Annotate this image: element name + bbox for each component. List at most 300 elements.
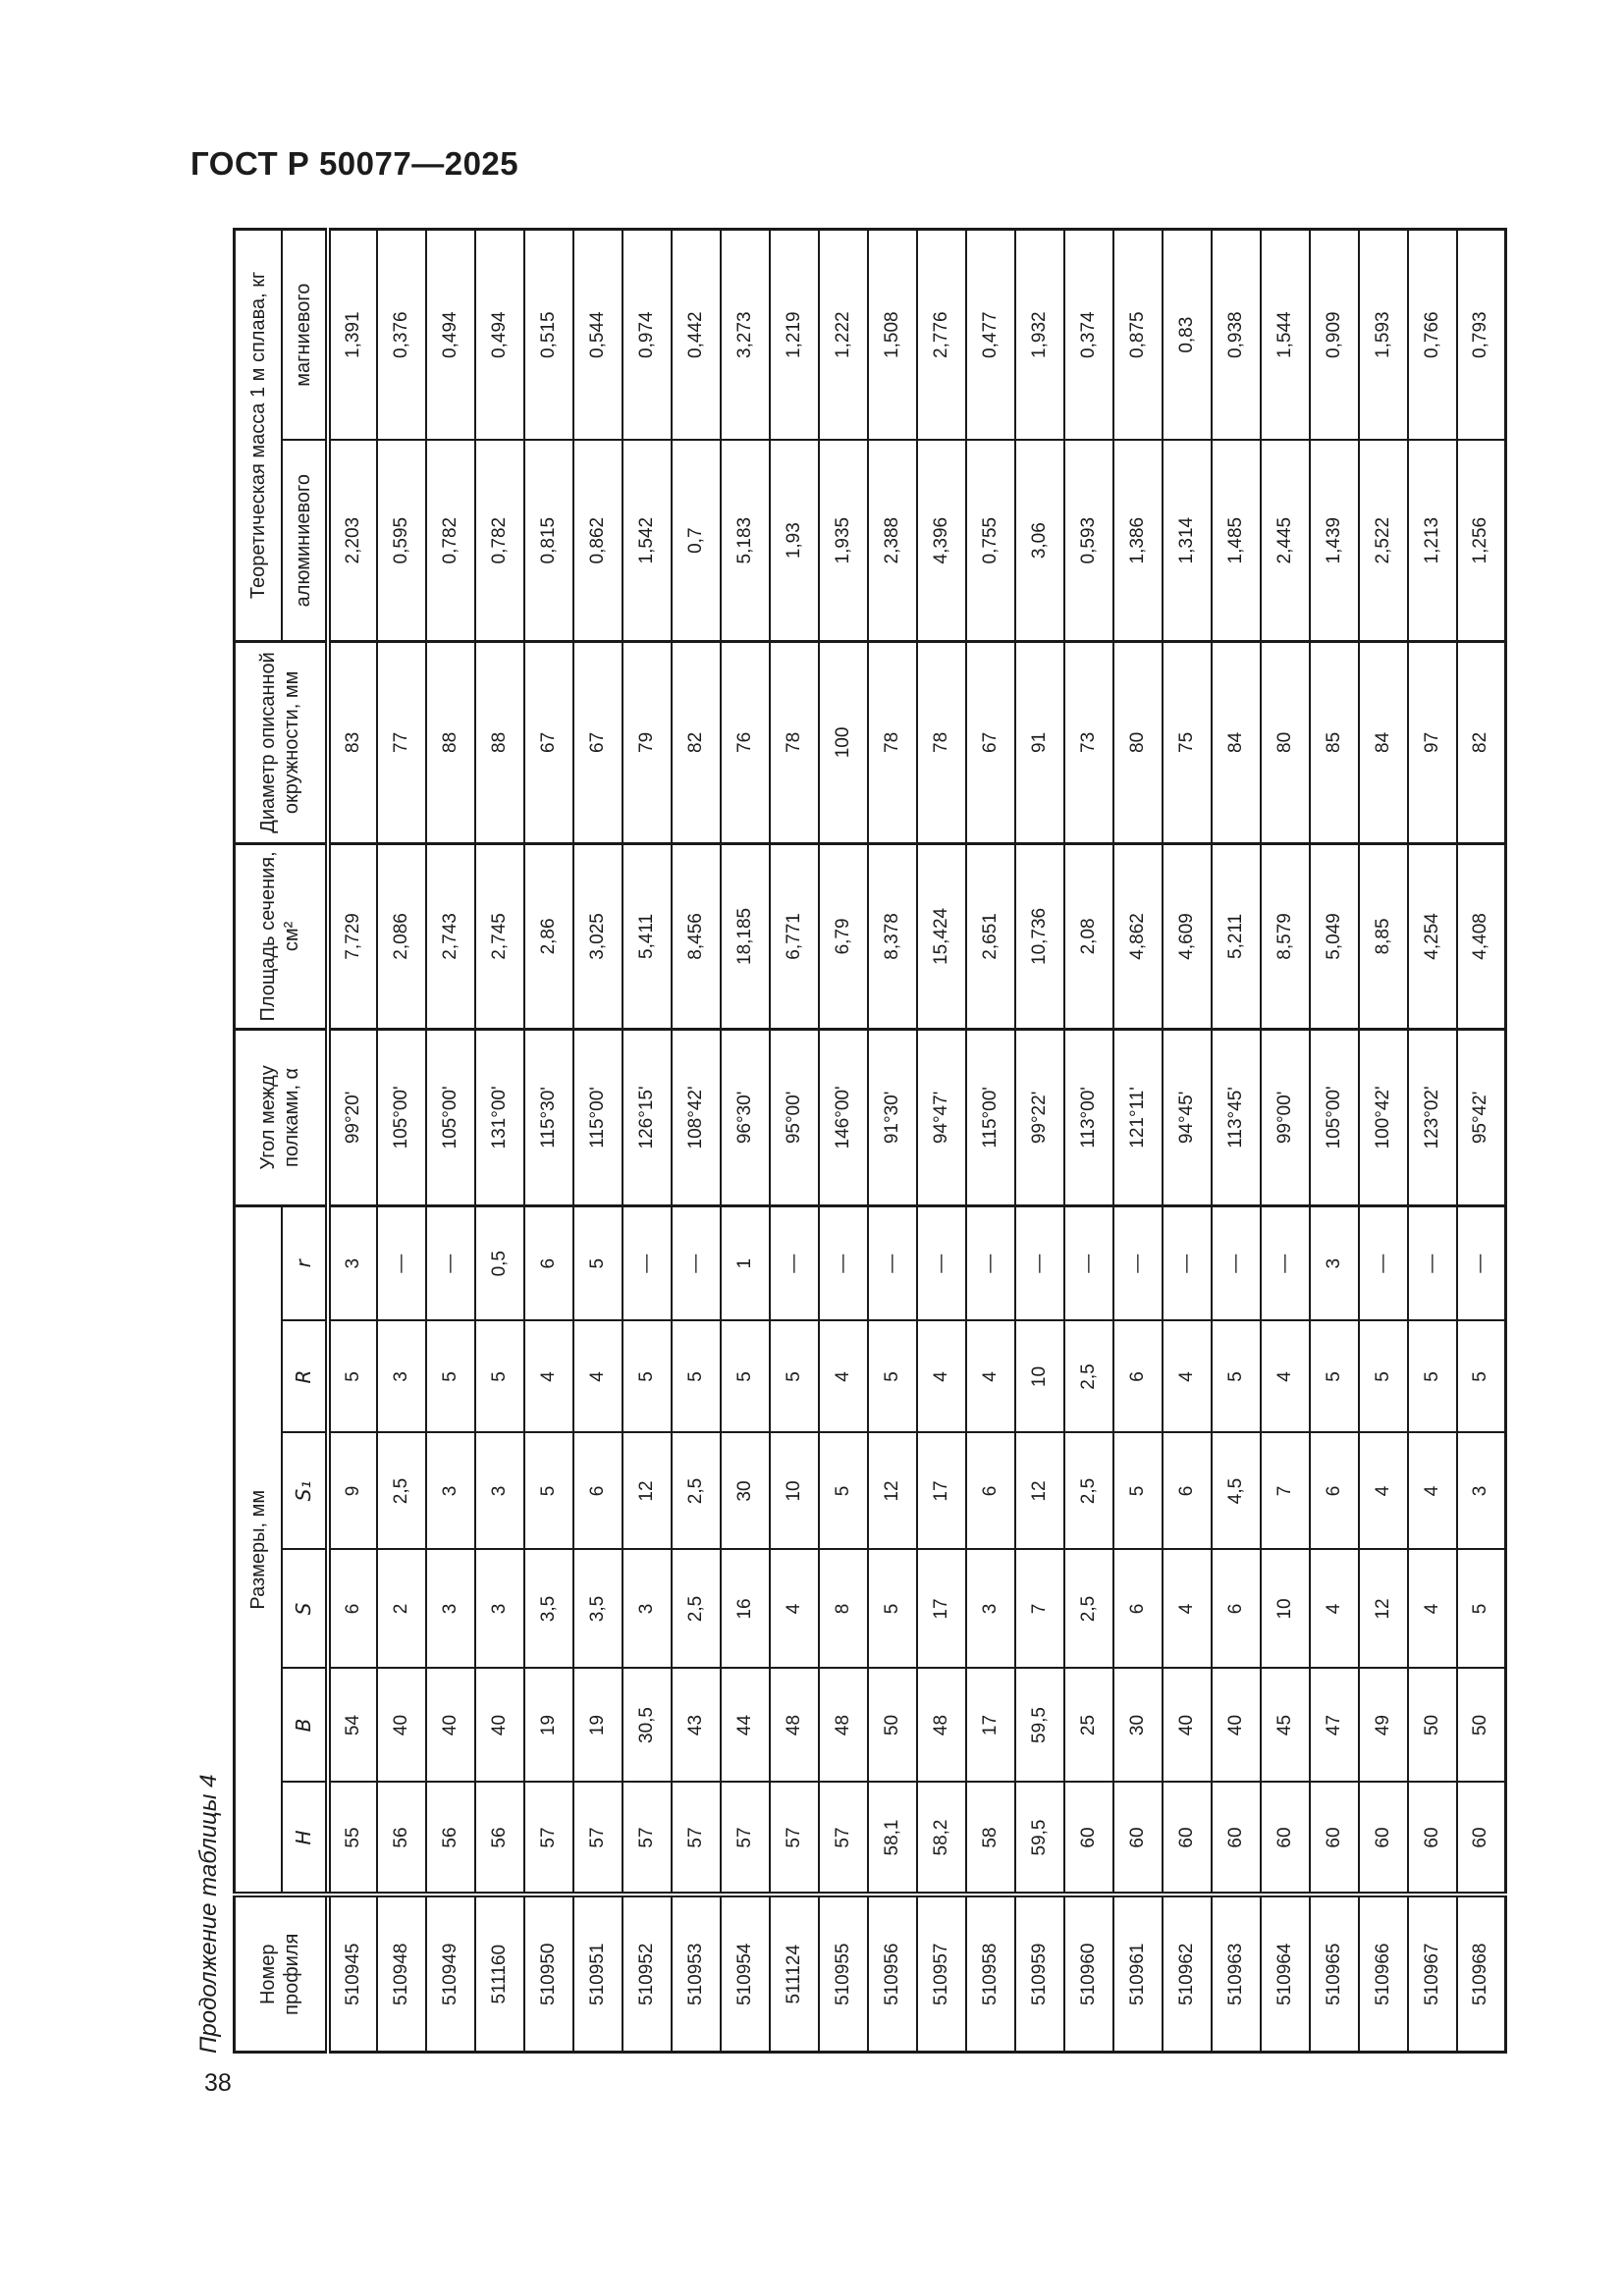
table-cell: 0,766 bbox=[1408, 229, 1457, 440]
table-cell: 2,776 bbox=[917, 229, 966, 440]
table-cell: 510963 bbox=[1212, 1896, 1261, 2053]
table-cell: 58,1 bbox=[868, 1783, 917, 1896]
profiles-table bbox=[233, 228, 1507, 2054]
table-cell: 95°00' bbox=[770, 1029, 819, 1205]
table-cell: 121°11' bbox=[1113, 1029, 1163, 1205]
table-cell: 4 bbox=[573, 1321, 623, 1433]
table-cell: 48 bbox=[917, 1669, 966, 1783]
profile-row bbox=[721, 229, 770, 2052]
profile-row bbox=[573, 229, 623, 2052]
profile-row bbox=[623, 229, 672, 2052]
table-cell: 6 bbox=[328, 1550, 377, 1669]
table-cell: 8 bbox=[819, 1550, 868, 1669]
table-cell: — bbox=[1015, 1205, 1064, 1320]
table-cell: 7 bbox=[1261, 1433, 1310, 1550]
table-cell: — bbox=[377, 1205, 426, 1320]
table-cell: 50 bbox=[1457, 1669, 1506, 1783]
table-cell: 5 bbox=[1212, 1321, 1261, 1433]
table-cell: — bbox=[917, 1205, 966, 1320]
table-cell: 40 bbox=[377, 1669, 426, 1783]
header-mass-group: Теоретическая масса 1 м сплава, кг bbox=[235, 229, 282, 641]
table-cell: 2,08 bbox=[1064, 843, 1113, 1029]
table-cell: 1,314 bbox=[1163, 440, 1212, 641]
table-cell: 5 bbox=[770, 1321, 819, 1433]
table-cell: — bbox=[1359, 1205, 1408, 1320]
table-cell: 6 bbox=[1310, 1433, 1359, 1550]
table-cell: 54 bbox=[328, 1669, 377, 1783]
table-cell: 510962 bbox=[1163, 1896, 1212, 2053]
table-cell: 94°47' bbox=[917, 1029, 966, 1205]
table-cell: 2,086 bbox=[377, 843, 426, 1029]
table-cell: 5 bbox=[868, 1550, 917, 1669]
table-cell: 510964 bbox=[1261, 1896, 1310, 2053]
table-cell: 511160 bbox=[475, 1896, 524, 2053]
table-cell: 511124 bbox=[770, 1896, 819, 2053]
profile-row bbox=[1113, 229, 1163, 2052]
table-caption: Продолжение таблицы 4 bbox=[195, 1774, 222, 2054]
table-cell: 57 bbox=[573, 1783, 623, 1896]
table-cell: 3,06 bbox=[1015, 440, 1064, 641]
table-cell: 5 bbox=[573, 1205, 623, 1320]
table-cell: 48 bbox=[819, 1669, 868, 1783]
table-cell: 0,875 bbox=[1113, 229, 1163, 440]
table-cell: 1,439 bbox=[1310, 440, 1359, 641]
table-cell: 4,862 bbox=[1113, 843, 1163, 1029]
table-cell: 17 bbox=[966, 1669, 1015, 1783]
table-cell: 510951 bbox=[573, 1896, 623, 2053]
table-cell: 8,579 bbox=[1261, 843, 1310, 1029]
profile-row bbox=[917, 229, 966, 2052]
table-cell: — bbox=[1163, 1205, 1212, 1320]
table-cell: 12 bbox=[1359, 1550, 1408, 1669]
table-cell: 59,5 bbox=[1015, 1669, 1064, 1783]
table-cell: 4 bbox=[1163, 1550, 1212, 1669]
table-cell: 0,862 bbox=[573, 440, 623, 641]
table-cell: 6 bbox=[966, 1433, 1015, 1550]
table-cell: 0,974 bbox=[623, 229, 672, 440]
table-cell: — bbox=[1113, 1205, 1163, 1320]
profile-row bbox=[377, 229, 426, 2052]
table-cell: 4 bbox=[966, 1321, 1015, 1433]
table-cell: 2,445 bbox=[1261, 440, 1310, 641]
table-cell: 6 bbox=[1163, 1433, 1212, 1550]
table-cell: 126°15' bbox=[623, 1029, 672, 1205]
table-cell: 67 bbox=[573, 641, 623, 843]
table-cell: 95°42' bbox=[1457, 1029, 1506, 1205]
table-cell: 67 bbox=[966, 641, 1015, 843]
profile-row bbox=[672, 229, 721, 2052]
table-cell: 3 bbox=[966, 1550, 1015, 1669]
table-cell: — bbox=[770, 1205, 819, 1320]
table-cell: 91 bbox=[1015, 641, 1064, 843]
table-cell: 10 bbox=[770, 1433, 819, 1550]
table-cell: 9 bbox=[328, 1433, 377, 1550]
table-cell: 1,542 bbox=[623, 440, 672, 641]
table-cell: 3 bbox=[426, 1550, 475, 1669]
table-cell: 17 bbox=[917, 1550, 966, 1669]
table-cell: 510945 bbox=[328, 1896, 377, 2053]
table-cell: 19 bbox=[524, 1669, 573, 1783]
table-cell: 3,5 bbox=[573, 1550, 623, 1669]
table-cell: 0,938 bbox=[1212, 229, 1261, 440]
table-cell: 0,793 bbox=[1457, 229, 1506, 440]
table-cell: 510956 bbox=[868, 1896, 917, 2053]
table-cell: 58 bbox=[966, 1783, 1015, 1896]
table-cell: 88 bbox=[475, 641, 524, 843]
table-cell: 12 bbox=[868, 1433, 917, 1550]
table-cell: 67 bbox=[524, 641, 573, 843]
profile-row bbox=[1261, 229, 1310, 2052]
table-cell: 57 bbox=[524, 1783, 573, 1896]
table-cell: 40 bbox=[1163, 1669, 1212, 1783]
table-cell: 5 bbox=[721, 1321, 770, 1433]
profile-row bbox=[426, 229, 475, 2052]
table-cell: 3 bbox=[328, 1205, 377, 1320]
table-cell: — bbox=[426, 1205, 475, 1320]
table-cell: 510950 bbox=[524, 1896, 573, 2053]
table-cell: 115°30' bbox=[524, 1029, 573, 1205]
table-cell: 40 bbox=[426, 1669, 475, 1783]
table-cell: 49 bbox=[1359, 1669, 1408, 1783]
table-cell: 4 bbox=[770, 1550, 819, 1669]
standard-code-title: ГОСТ Р 50077—2025 bbox=[190, 145, 519, 182]
table-cell: — bbox=[1212, 1205, 1261, 1320]
table-cell: 60 bbox=[1408, 1783, 1457, 1896]
table-cell: 94°45' bbox=[1163, 1029, 1212, 1205]
table-cell: 0,544 bbox=[573, 229, 623, 440]
table-cell: 16 bbox=[721, 1550, 770, 1669]
table-cell: 5 bbox=[672, 1321, 721, 1433]
table-cell: 510959 bbox=[1015, 1896, 1064, 2053]
table-cell: 2,388 bbox=[868, 440, 917, 641]
table-body bbox=[328, 229, 1506, 2052]
header-dim-r: r bbox=[282, 1205, 328, 1320]
table-cell: 60 bbox=[1212, 1783, 1261, 1896]
table-cell: 6 bbox=[1113, 1550, 1163, 1669]
table-cell: 80 bbox=[1261, 641, 1310, 843]
table-cell: 77 bbox=[377, 641, 426, 843]
page-number: 38 bbox=[204, 2069, 232, 2097]
table-cell: 0,374 bbox=[1064, 229, 1113, 440]
table-cell: 10,736 bbox=[1015, 843, 1064, 1029]
table-cell: 99°00' bbox=[1261, 1029, 1310, 1205]
table-cell: 80 bbox=[1113, 641, 1163, 843]
table-cell: 510961 bbox=[1113, 1896, 1163, 2053]
table-cell: 6,79 bbox=[819, 843, 868, 1029]
table-cell: 78 bbox=[868, 641, 917, 843]
table-cell: 1,935 bbox=[819, 440, 868, 641]
header-row-main bbox=[235, 229, 282, 2052]
table-cell: 100°42' bbox=[1359, 1029, 1408, 1205]
table-cell: 4 bbox=[1310, 1550, 1359, 1669]
table-cell: 113°00' bbox=[1064, 1029, 1113, 1205]
table-cell: 108°42' bbox=[672, 1029, 721, 1205]
table-cell: 1,932 bbox=[1015, 229, 1064, 440]
table-cell: 510949 bbox=[426, 1896, 475, 2053]
profile-row bbox=[328, 229, 377, 2052]
table-cell: 3 bbox=[426, 1433, 475, 1550]
profile-row bbox=[1212, 229, 1261, 2052]
header-dim-R: R bbox=[282, 1321, 328, 1433]
table-cell: 57 bbox=[721, 1783, 770, 1896]
table-cell: 1 bbox=[721, 1205, 770, 1320]
table-cell: 76 bbox=[721, 641, 770, 843]
table-cell: — bbox=[1457, 1205, 1506, 1320]
table-cell: 58,2 bbox=[917, 1783, 966, 1896]
table-cell: 0,376 bbox=[377, 229, 426, 440]
table-cell: 6 bbox=[573, 1433, 623, 1550]
table-cell: 0,494 bbox=[426, 229, 475, 440]
table-cell: 12 bbox=[623, 1433, 672, 1550]
table-cell: 5 bbox=[1457, 1550, 1506, 1669]
table-cell: 5 bbox=[1457, 1321, 1506, 1433]
header-area: Площадь сечения, см² bbox=[235, 843, 328, 1029]
table-cell: 510954 bbox=[721, 1896, 770, 2053]
table-cell: 105°00' bbox=[377, 1029, 426, 1205]
table-cell: 12 bbox=[1015, 1433, 1064, 1550]
profile-row bbox=[966, 229, 1015, 2052]
table-cell: 5 bbox=[1408, 1321, 1457, 1433]
table-cell: 50 bbox=[1408, 1669, 1457, 1783]
table-cell: 2,5 bbox=[1064, 1321, 1113, 1433]
header-dim-B: B bbox=[282, 1669, 328, 1783]
table-cell: 8,456 bbox=[672, 843, 721, 1029]
table-cell: 100 bbox=[819, 641, 868, 843]
table-cell: 60 bbox=[1457, 1783, 1506, 1896]
table-cell: 60 bbox=[1163, 1783, 1212, 1896]
table-cell: 146°00' bbox=[819, 1029, 868, 1205]
table-cell: 6,771 bbox=[770, 843, 819, 1029]
table-cell: 78 bbox=[917, 641, 966, 843]
table-cell: 5,183 bbox=[721, 440, 770, 641]
table-cell: — bbox=[623, 1205, 672, 1320]
table-cell: 5,211 bbox=[1212, 843, 1261, 1029]
table-cell: 1,391 bbox=[328, 229, 377, 440]
table-cell: 5,049 bbox=[1310, 843, 1359, 1029]
table-cell: 56 bbox=[475, 1783, 524, 1896]
table-cell: 60 bbox=[1359, 1783, 1408, 1896]
table-cell: 0,782 bbox=[426, 440, 475, 641]
table-cell: 7 bbox=[1015, 1550, 1064, 1669]
table-cell: 2,5 bbox=[672, 1550, 721, 1669]
table-cell: 3,025 bbox=[573, 843, 623, 1029]
table-cell: 1,485 bbox=[1212, 440, 1261, 641]
table-cell: 3,5 bbox=[524, 1550, 573, 1669]
table-cell: 73 bbox=[1064, 641, 1113, 843]
table-cell: 8,85 bbox=[1359, 843, 1408, 1029]
table-cell: 30 bbox=[1113, 1669, 1163, 1783]
table-cell: 0,7 bbox=[672, 440, 721, 641]
table-cell: 510966 bbox=[1359, 1896, 1408, 2053]
table-cell: 4 bbox=[1163, 1321, 1212, 1433]
header-angle: Угол между полками, α bbox=[235, 1029, 328, 1205]
table-cell: 43 bbox=[672, 1669, 721, 1783]
table-cell: 7,729 bbox=[328, 843, 377, 1029]
table-cell: 3 bbox=[377, 1321, 426, 1433]
table-cell: 5 bbox=[475, 1321, 524, 1433]
table-cell: 57 bbox=[672, 1783, 721, 1896]
table-cell: 4 bbox=[1408, 1550, 1457, 1669]
table-cell: 3 bbox=[475, 1550, 524, 1669]
table-cell: 85 bbox=[1310, 641, 1359, 843]
table-cell: 1,508 bbox=[868, 229, 917, 440]
table-cell: — bbox=[868, 1205, 917, 1320]
table-cell: — bbox=[1408, 1205, 1457, 1320]
table-cell: 0,909 bbox=[1310, 229, 1359, 440]
table-cell: 17 bbox=[917, 1433, 966, 1550]
table-cell: 510968 bbox=[1457, 1896, 1506, 2053]
table-cell: 30,5 bbox=[623, 1669, 672, 1783]
table-cell: 91°30' bbox=[868, 1029, 917, 1205]
table-cell: 15,424 bbox=[917, 843, 966, 1029]
table-cell: 1,386 bbox=[1113, 440, 1163, 641]
header-dim-S1: S₁ bbox=[282, 1433, 328, 1550]
table-cell: 3,273 bbox=[721, 229, 770, 440]
table-cell: 105°00' bbox=[1310, 1029, 1359, 1205]
table-cell: 99°20' bbox=[328, 1029, 377, 1205]
table-cell: 5 bbox=[819, 1433, 868, 1550]
table-cell: 82 bbox=[672, 641, 721, 843]
table-cell: 2,5 bbox=[1064, 1550, 1113, 1669]
table-cell: 6 bbox=[1212, 1550, 1261, 1669]
table-cell: 84 bbox=[1359, 641, 1408, 843]
table-cell: 99°22' bbox=[1015, 1029, 1064, 1205]
table-cell: 56 bbox=[377, 1783, 426, 1896]
table-cell: 0,83 bbox=[1163, 229, 1212, 440]
table-cell: 47 bbox=[1310, 1669, 1359, 1783]
table-cell: 0,5 bbox=[475, 1205, 524, 1320]
table-cell: 105°00' bbox=[426, 1029, 475, 1205]
table-cell: 510955 bbox=[819, 1896, 868, 2053]
table-cell: 0,442 bbox=[672, 229, 721, 440]
table-cell: 45 bbox=[1261, 1669, 1310, 1783]
table-cell: 79 bbox=[623, 641, 672, 843]
table-cell: 19 bbox=[573, 1669, 623, 1783]
table-cell: 2,203 bbox=[328, 440, 377, 641]
table-cell: 60 bbox=[1064, 1783, 1113, 1896]
table-cell: 2,745 bbox=[475, 843, 524, 1029]
table-cell: 1,219 bbox=[770, 229, 819, 440]
table-cell: 60 bbox=[1113, 1783, 1163, 1896]
table-cell: 55 bbox=[328, 1783, 377, 1896]
table-cell: 25 bbox=[1064, 1669, 1113, 1783]
table-cell: 3 bbox=[1310, 1205, 1359, 1320]
table-cell: 30 bbox=[721, 1433, 770, 1550]
profile-row bbox=[475, 229, 524, 2052]
table-cell: 2,5 bbox=[377, 1433, 426, 1550]
profile-row bbox=[819, 229, 868, 2052]
table-cell: 60 bbox=[1261, 1783, 1310, 1896]
table-cell: 4,408 bbox=[1457, 843, 1506, 1029]
table-cell: 1,256 bbox=[1457, 440, 1506, 641]
table-cell: 50 bbox=[868, 1669, 917, 1783]
table-cell: 82 bbox=[1457, 641, 1506, 843]
table-cell: 115°00' bbox=[573, 1029, 623, 1205]
table-cell: 5,411 bbox=[623, 843, 672, 1029]
table-cell: 1,93 bbox=[770, 440, 819, 641]
table-cell: 5 bbox=[1113, 1433, 1163, 1550]
header-diameter: Диаметр описанной окружности, мм bbox=[235, 641, 328, 843]
table-cell: 0,755 bbox=[966, 440, 1015, 641]
table-cell: 10 bbox=[1261, 1550, 1310, 1669]
table-cell: 8,378 bbox=[868, 843, 917, 1029]
table-cell: 5 bbox=[1359, 1321, 1408, 1433]
table-cell: 5 bbox=[328, 1321, 377, 1433]
table-cell: 5 bbox=[868, 1321, 917, 1433]
table-cell: 123°02' bbox=[1408, 1029, 1457, 1205]
table-cell: 2 bbox=[377, 1550, 426, 1669]
table-cell: 4 bbox=[1261, 1321, 1310, 1433]
table-cell: 4 bbox=[819, 1321, 868, 1433]
table-cell: 6 bbox=[1113, 1321, 1163, 1433]
table-cell: 510967 bbox=[1408, 1896, 1457, 2053]
table-cell: 510948 bbox=[377, 1896, 426, 2053]
table-cell: — bbox=[1064, 1205, 1113, 1320]
table-cell: 40 bbox=[1212, 1669, 1261, 1783]
table-cell: 57 bbox=[819, 1783, 868, 1896]
table-cell: 0,815 bbox=[524, 440, 573, 641]
table-cell: 0,477 bbox=[966, 229, 1015, 440]
table-cell: 3 bbox=[623, 1550, 672, 1669]
table-cell: 48 bbox=[770, 1669, 819, 1783]
table-cell: 84 bbox=[1212, 641, 1261, 843]
profile-row bbox=[524, 229, 573, 2052]
header-mass-magnesium: магниевого bbox=[282, 229, 328, 440]
table-cell: 59,5 bbox=[1015, 1783, 1064, 1896]
table-cell: 1,544 bbox=[1261, 229, 1310, 440]
table-cell: 78 bbox=[770, 641, 819, 843]
table-cell: 131°00' bbox=[475, 1029, 524, 1205]
table-cell: 4,609 bbox=[1163, 843, 1212, 1029]
table-cell: 3 bbox=[1457, 1433, 1506, 1550]
table-cell: 5 bbox=[426, 1321, 475, 1433]
table-cell: 2,5 bbox=[1064, 1433, 1113, 1550]
table-cell: 0,782 bbox=[475, 440, 524, 641]
table-cell: 1,593 bbox=[1359, 229, 1408, 440]
table-cell: 44 bbox=[721, 1669, 770, 1783]
table-cell: 2,743 bbox=[426, 843, 475, 1029]
table-cell: 4,5 bbox=[1212, 1433, 1261, 1550]
table-cell: 0,595 bbox=[377, 440, 426, 641]
table-cell: 5 bbox=[524, 1433, 573, 1550]
profile-row bbox=[1015, 229, 1064, 2052]
table-cell: 2,651 bbox=[966, 843, 1015, 1029]
table-cell: 2,5 bbox=[672, 1433, 721, 1550]
table-cell: 97 bbox=[1408, 641, 1457, 843]
table-cell: 57 bbox=[623, 1783, 672, 1896]
table-cell: 4,254 bbox=[1408, 843, 1457, 1029]
profile-row bbox=[1457, 229, 1506, 2052]
table-cell: 40 bbox=[475, 1669, 524, 1783]
table-cell: 4 bbox=[1359, 1433, 1408, 1550]
table-cell: 510953 bbox=[672, 1896, 721, 2053]
table-cell: 113°45' bbox=[1212, 1029, 1261, 1205]
table-cell: — bbox=[672, 1205, 721, 1320]
table-cell: 510960 bbox=[1064, 1896, 1113, 2053]
table-cell: 510952 bbox=[623, 1896, 672, 2053]
table-cell: 3 bbox=[475, 1433, 524, 1550]
table-cell: 18,185 bbox=[721, 843, 770, 1029]
rotated-table-container bbox=[233, 228, 1507, 2054]
table-cell: 1,222 bbox=[819, 229, 868, 440]
profile-row bbox=[770, 229, 819, 2052]
header-mass-aluminium: алюминиевого bbox=[282, 440, 328, 641]
table-cell: 0,593 bbox=[1064, 440, 1113, 641]
table-cell: 510957 bbox=[917, 1896, 966, 2053]
profile-row bbox=[1359, 229, 1408, 2052]
table-cell: 56 bbox=[426, 1783, 475, 1896]
header-dim-S: S bbox=[282, 1550, 328, 1669]
